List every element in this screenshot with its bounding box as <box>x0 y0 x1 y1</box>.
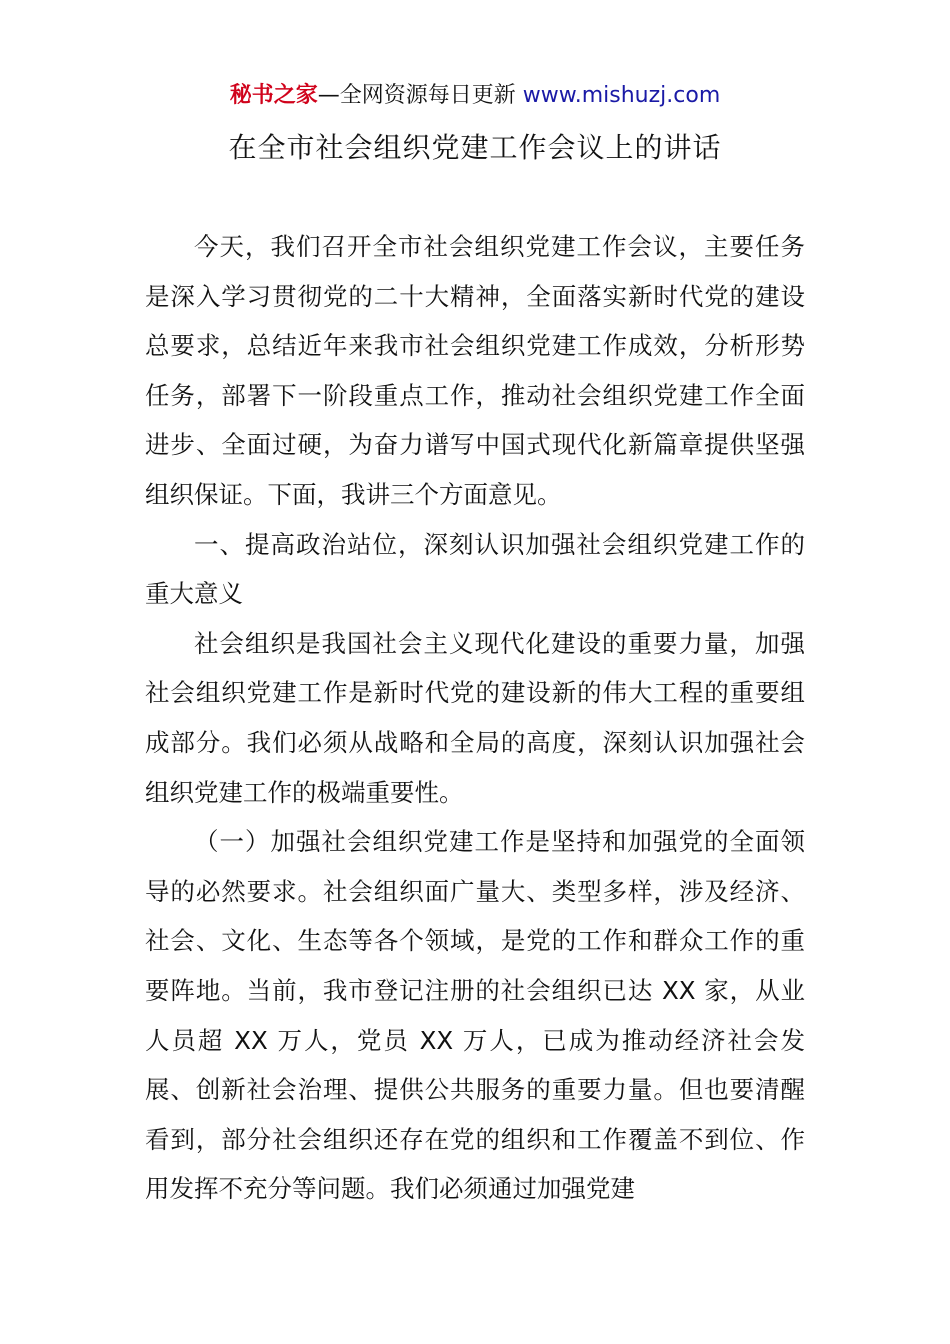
document-title: 在全市社会组织党建工作会议上的讲话 <box>228 131 722 164</box>
site-slogan: —全网资源每日更新 <box>317 83 523 108</box>
intro-paragraph: 今天，我们召开全市社会组织党建工作会议，主要任务是深入学习贯彻党的二十大精神，全面落实新时代党的建设总要求，总结近年来我市社会组织党建工作成效，分析形势任务，部署下一阶段重点工作，推动社会组织党建工作全面进步、全面过硬，为奋力谱写中国式现代化新篇章提供坚强组织保证。下面，我讲三个方面意见。 <box>145 232 805 509</box>
site-brand: 秘书之家 <box>229 83 318 108</box>
site-url-link[interactable]: www.mishuzj.com <box>522 83 721 108</box>
site-header <box>0 80 950 112</box>
subsection-1-paragraph: （一）加强社会组织党建工作是坚持和加强党的全面领导的必然要求。社会组织面广量大、类型多样，涉及经济、社会、文化、生态等各个领域，是党的工作和群众工作的重要阵地。当前，我市登记注册的社会组织已达 XX 家，从业人员超 XX 万人，党员 XX 万人，已成为推动经济社会发展、创新社会治理、提供公共服务的重要力量。但也要清醒看到，部分社会组织还存在党的组织和工作覆盖不到位、作用发挥不充分等问题。我们必须通过加强党建 <box>145 827 805 1204</box>
section-heading-1: 一、提高政治站位，深刻认识加强社会组织党建工作的重大意义 <box>145 529 805 609</box>
document-body <box>145 222 805 1214</box>
section-1-paragraph: 社会组织是我国社会主义现代化建设的重要力量，加强社会组织党建工作是新时代党的建设新的伟大工程的重要组成部分。我们必须从战略和全局的高度，深刻认识加强社会组织党建工作的极端重要性。 <box>145 628 805 807</box>
